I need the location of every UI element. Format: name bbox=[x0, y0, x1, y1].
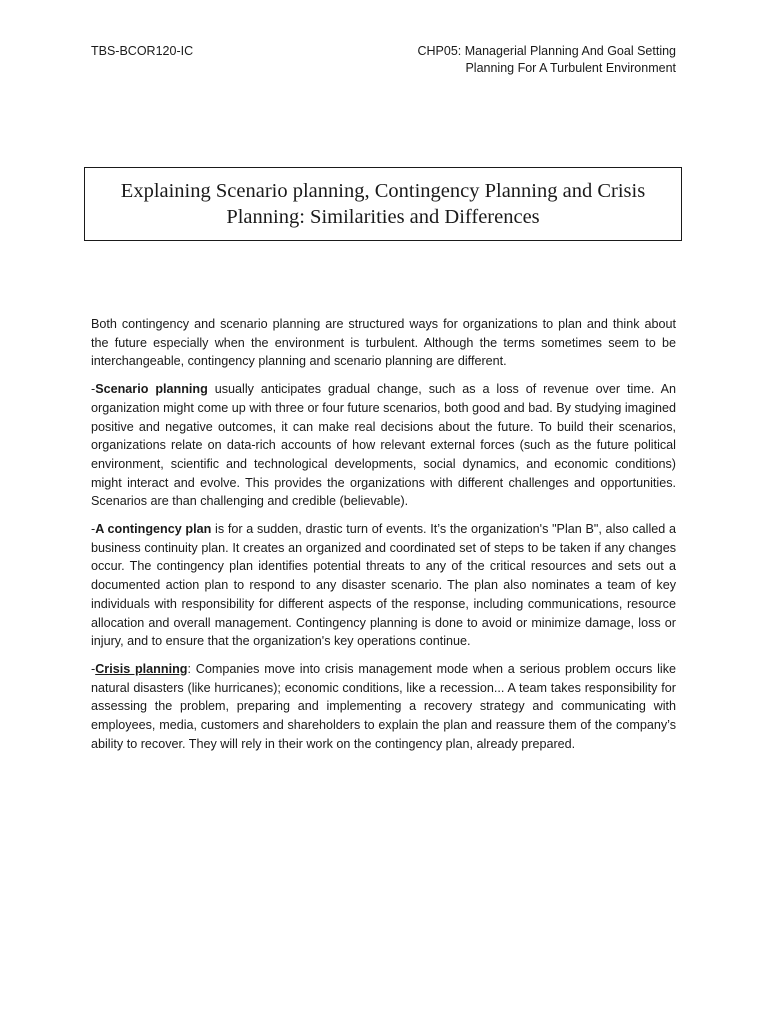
crisis-prefix: - bbox=[91, 661, 96, 676]
contingency-term: A contingency plan bbox=[95, 522, 212, 537]
document-title-box bbox=[84, 167, 682, 241]
chapter-header bbox=[418, 43, 677, 77]
scenario-prefix: - bbox=[91, 382, 96, 397]
scenario-term: Scenario planning bbox=[95, 382, 208, 397]
document-title: Explaining Scenario planning, Contingency Planning and Crisis Planning: Similarities and Differences bbox=[120, 180, 646, 228]
crisis-text: : Companies move into crisis management mode when a serious problem occurs like natural disasters (like hurricanes); economic conditions, like a recession... A team takes responsibility for assessing the problem, preparing and implementing a recovery strategy and communicating with employees, media, customers and shareholders to explain the plan and reassure them of the company’s ability to recover. They will rely in their work on the contingency plan, already prepared. bbox=[91, 661, 676, 751]
document-body bbox=[91, 315, 676, 762]
course-code: TBS-BCOR120-IC bbox=[91, 44, 194, 58]
scenario-paragraph bbox=[91, 380, 676, 511]
intro-paragraph: Both contingency and scenario planning are structured ways for organizations to plan and think about the future especially when the environment is turbulent. Although the terms sometimes seem to be interchangeable, contingency planning and scenario planning are different. bbox=[91, 317, 676, 369]
section-title: Planning For A Turbulent Environment bbox=[465, 61, 676, 75]
chapter-title: CHP05: Managerial Planning And Goal Setting bbox=[417, 44, 676, 58]
contingency-text: is for a sudden, drastic turn of events. It’s the organization's "Plan B", also called a business continuity plan. It creates an organized and coordinated set of steps to be taken if any changes occur. The contingency plan identifies potential threats to any of the critical resources and sets out a documented action plan to respond to any disaster scenario. The plan also nominates a team of key individuals with responsibility for different aspects of the response, including communications, resource allocation and overall management. Contingency planning is done to avoid or minimize damage, loss or injury, and to ensure that the organization's key operations continue. bbox=[91, 522, 676, 649]
scenario-text: usually anticipates gradual change, such as a loss of revenue over time. An organization might come up with three or four future scenarios, both good and bad. By studying imagined positive and negative outcomes, it can make real decisions about the future. To build their scenarios, organizations relate on data-rich accounts of how relevant external forces (such as the future political environment, scientific and technological developments, social dynamics, and economic conditions) might interact and evolve. This provides the organizations with different challenges and opportunities. Scenarios are than challenging and credible (believable). bbox=[91, 382, 676, 509]
contingency-prefix: - bbox=[91, 522, 96, 537]
crisis-term: Crisis planning bbox=[95, 661, 188, 676]
crisis-paragraph bbox=[91, 660, 676, 754]
contingency-paragraph bbox=[91, 520, 676, 651]
